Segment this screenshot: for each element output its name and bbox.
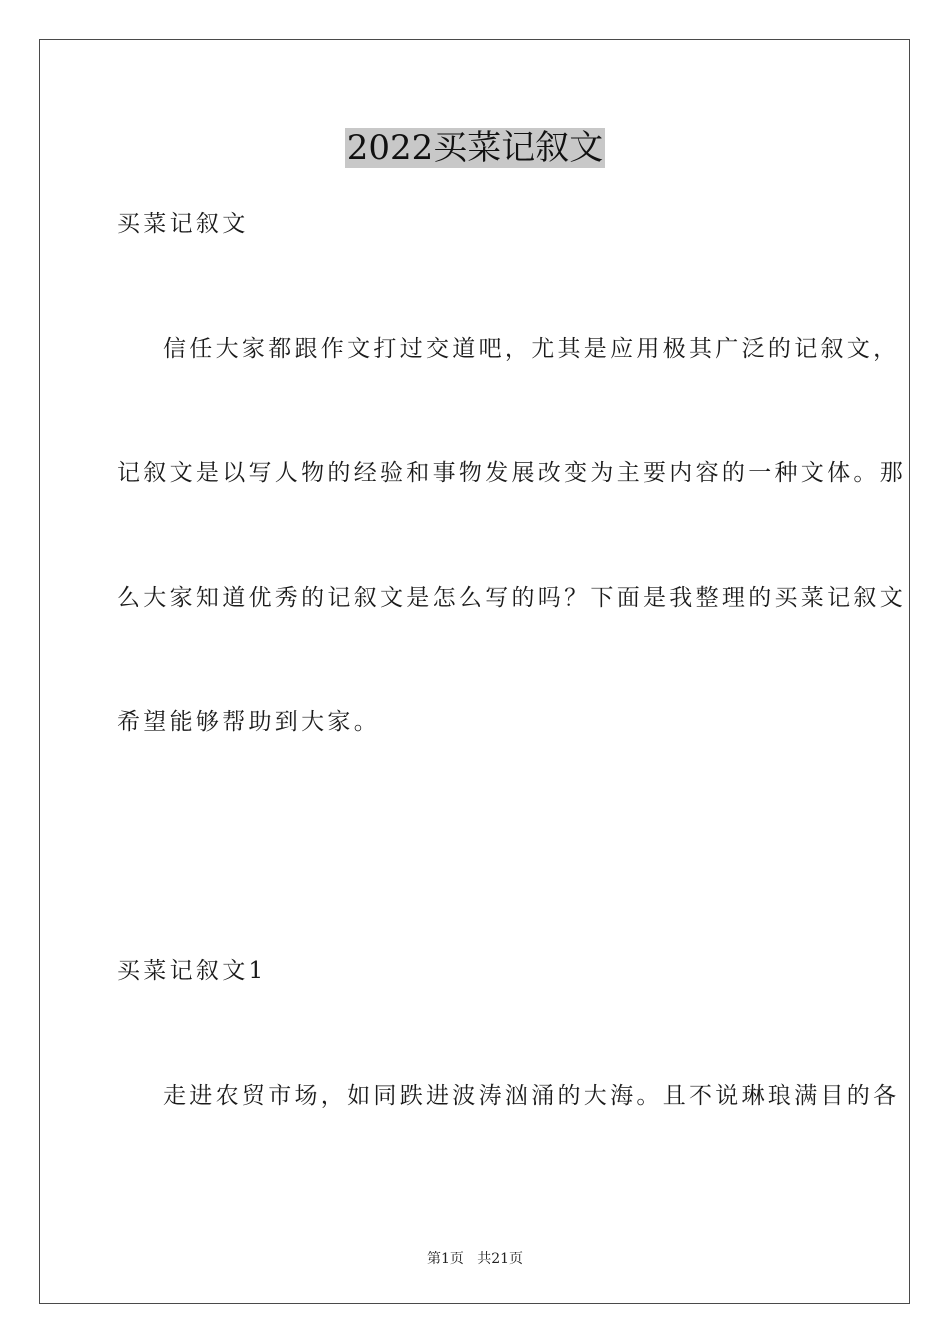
paragraph-line: 走进农贸市场，如同跌进波涛汹涌的大海。且不说琳琅满目的各 [163,1083,900,1109]
paragraph-line: 希望能够帮助到大家。 [117,709,380,735]
section-heading: 买菜记叙文1 [117,958,267,984]
paragraph-line: 信任大家都跟作文打过交道吧，尤其是应用极其广泛的记叙文， [163,336,900,362]
document-title: 2022买菜记叙文 [346,128,604,168]
title-container [0,128,950,168]
section-heading: 买菜记叙文 [117,211,249,237]
paragraph-line: 么大家知道优秀的记叙文是怎么写的吗？下面是我整理的买菜记叙文 [117,585,906,611]
paragraph-line: 记叙文是以写人物的经验和事物发展改变为主要内容的一种文体。那 [117,460,906,486]
page-footer: 第1页 共21页 [426,1251,524,1267]
